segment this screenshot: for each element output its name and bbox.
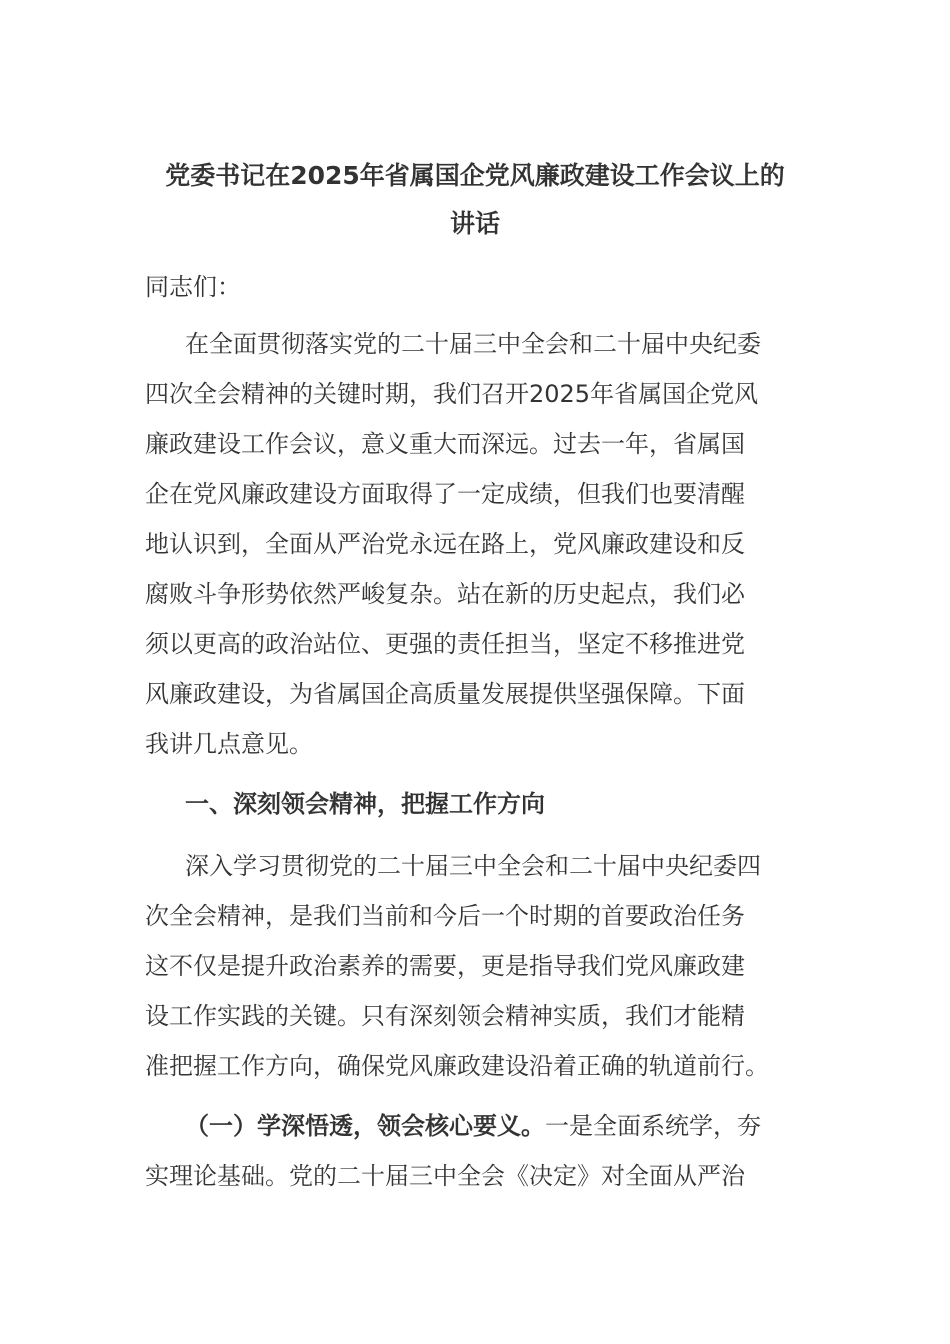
title-line: 讲话 xyxy=(449,209,500,238)
paragraph-section1 xyxy=(145,841,809,1091)
paragraph-line: 腐败斗争形势依然严峻复杂。站在新的历史起点，我们必 xyxy=(145,580,745,608)
paragraph-line: 准把握工作方向，确保党风廉政建设沿着正确的轨道前行。 xyxy=(145,1052,769,1080)
paragraph-line: 设工作实践的关键。只有深刻领会精神实质，我们才能精 xyxy=(145,1002,745,1030)
paragraph-line: 深入学习贯彻党的二十届三中全会和二十届中央纪委四 xyxy=(185,852,761,880)
paragraph-line: 企在党风廉政建设方面取得了一定成绩，但我们也要清醒 xyxy=(145,480,745,508)
paragraph-text: 一是全面系统学，夯 xyxy=(545,1112,761,1140)
subsection-heading: （一）学深悟透，领会核心要义。 xyxy=(185,1112,545,1140)
paragraph-line: 在全面贯彻落实党的二十届三中全会和二十届中央纪委 xyxy=(185,330,761,358)
paragraph-line: 风廉政建设，为省属国企高质量发展提供坚强保障。下面 xyxy=(145,680,745,708)
section-heading: 一、深刻领会精神，把握工作方向 xyxy=(185,790,545,818)
document-title xyxy=(140,152,810,248)
document-body xyxy=(145,262,809,1201)
paragraph-line xyxy=(145,1101,809,1151)
paragraph-line: 地认识到，全面从严治党永远在路上，党风廉政建设和反 xyxy=(145,530,745,558)
paragraph-subsection1 xyxy=(145,1101,809,1201)
paragraph-line: 这不仅是提升政治素养的需要，更是指导我们党风廉政建 xyxy=(145,952,745,980)
paragraph-line: 四次全会精神的关键时期，我们召开2025年省属国企党风 xyxy=(145,380,759,408)
paragraph-line: 次全会精神，是我们当前和今后一个时期的首要政治任务 xyxy=(145,902,745,930)
salutation: 同志们： xyxy=(145,273,241,301)
paragraph-line: 廉政建设工作会议，意义重大而深远。过去一年，省属国 xyxy=(145,430,745,458)
title-line: 党委书记在2025年省属国企党风廉政建设工作会议上的 xyxy=(165,161,785,190)
paragraph-line: 我讲几点意见。 xyxy=(145,730,313,758)
paragraph-line: 实理论基础。党的二十届三中全会《决定》对全面从严治 xyxy=(145,1162,745,1190)
paragraph-line: 须以更高的政治站位、更强的责任担当，坚定不移推进党 xyxy=(145,630,745,658)
paragraph-intro xyxy=(145,319,809,769)
